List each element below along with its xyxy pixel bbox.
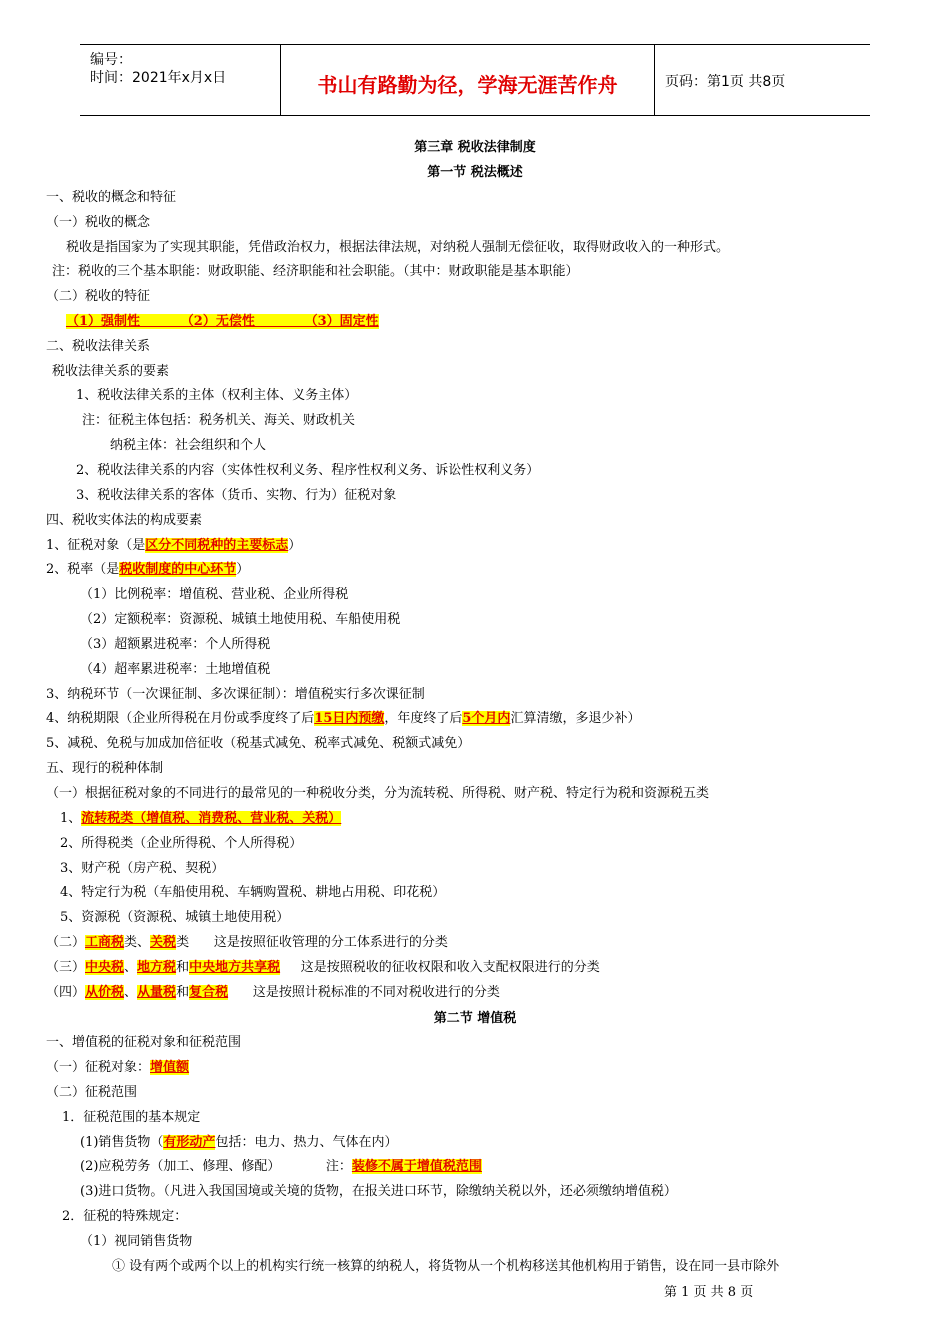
- highlight-text: 15日内预缴: [314, 711, 385, 726]
- subheading: [46, 1059, 189, 1077]
- list-item: 4、特定行为税（车船使用税、车辆购置税、耕地占用税、印花税）: [60, 885, 446, 900]
- list-item: （1）比例税率：增值税、营业税、企业所得税: [80, 587, 349, 602]
- text-span: (2)应税劳务（加工、修理、修配） 注：: [80, 1159, 352, 1174]
- text-span: 类 这是按照征收管理的分工体系进行的分类: [176, 935, 448, 950]
- subheading: （二）税收的特征: [46, 289, 151, 304]
- list-item: （4）超率累进税率：土地增值税: [80, 662, 271, 677]
- document-header: [80, 44, 870, 116]
- doc-number-label: 编号：: [90, 52, 132, 68]
- text-span: （四）: [46, 985, 86, 1000]
- text-span: 和: [176, 960, 190, 975]
- list-item: [60, 810, 341, 828]
- highlight-text: 有形动产: [163, 1135, 216, 1150]
- highlight-text: 地方税: [137, 960, 177, 975]
- subheading: （一）税收的概念: [46, 215, 151, 230]
- list-item: 3、税收法律关系的客体（货币、实物、行为）征税对象: [76, 488, 397, 503]
- list-item: [80, 1134, 397, 1152]
- highlight-text: 5个月内: [462, 711, 511, 726]
- list-item: [46, 934, 448, 952]
- text-span: 1、: [60, 811, 82, 826]
- text-span: 4、纳税期限（企业所得税在月份或季度终了后: [46, 711, 315, 726]
- heading: 五、现行的税种体制: [46, 761, 164, 776]
- list-item: 3、纳税环节（一次课征制、多次课征制）：增值税实行多次课征制: [46, 687, 425, 702]
- list-item: 3、财产税（房产税、契税）: [60, 861, 225, 876]
- heading: 一、增值税的征税对象和征税范围: [46, 1035, 242, 1050]
- text-span: 、: [124, 960, 138, 975]
- heading: 四、税收实体法的构成要素: [46, 513, 203, 528]
- doc-date-label: 时间：2021年x月x日: [90, 70, 227, 86]
- list-item: （3）超额累进税率：个人所得税: [80, 637, 271, 652]
- section-title-1: 第一节 税法概述: [427, 165, 523, 180]
- list-item: [46, 959, 600, 977]
- section-title-2: 第二节 增值税: [433, 1011, 517, 1026]
- highlight-text: 从价税: [85, 985, 125, 1000]
- header-page-cell: [655, 45, 870, 115]
- highlight-text: 中央地方共享税: [189, 960, 281, 975]
- text-span: ，年度终了后: [384, 711, 463, 726]
- text-span: ）: [288, 538, 302, 553]
- highlight-text: 复合税: [189, 985, 229, 1000]
- list-item: 2．征税的特殊规定：: [62, 1209, 188, 1224]
- highlight-text: 中央税: [85, 960, 125, 975]
- list-item: [46, 710, 640, 728]
- text-span: 包括：电力、热力、气体在内）: [215, 1135, 398, 1150]
- note: 纳税主体：社会组织和个人: [110, 438, 267, 453]
- header-meta-cell: [80, 45, 281, 115]
- highlight-text: 关税: [150, 935, 177, 950]
- text-span: 类、: [124, 935, 151, 950]
- highlight-text: 流转税类（增值税、消费税、营业税、关税）: [81, 811, 342, 826]
- heading: 二、税收法律关系: [46, 339, 151, 354]
- list-item: [46, 537, 301, 555]
- heading: 一、税收的概念和特征: [46, 190, 177, 205]
- text-span: 、: [124, 985, 138, 1000]
- list-item: [46, 984, 500, 1002]
- list-item: ① 设有两个或两个以上的机构实行统一核算的纳税人，将货物从一个机构移送其他机构用于销售，设在同一县市除外: [112, 1259, 780, 1274]
- subheading: （二）征税范围: [46, 1085, 138, 1100]
- text-span: (1)销售货物（: [80, 1135, 164, 1150]
- highlight-text: 工商税: [85, 935, 125, 950]
- list-item: 1、税收法律关系的主体（权利主体、义务主体）: [76, 388, 358, 403]
- list-item: (3)进口货物。（凡进入我国国境或关境的货物，在报关进口环节，除缴纳关税以外，还必须缴纳增值税）: [80, 1184, 677, 1199]
- highlight-text: 增值额: [150, 1060, 190, 1075]
- list-item: 5、减税、免税与加成加倍征收（税基式减免、税率式减免、税额式减免）: [46, 736, 471, 751]
- list-item: [46, 561, 249, 579]
- text-span: 2、税率（是: [46, 562, 120, 577]
- text-span: 1、征税对象（是: [46, 538, 146, 553]
- text-span: （二）: [46, 935, 86, 950]
- highlight-text: 区分不同税种的主要标志: [145, 538, 289, 553]
- text-span: ）: [236, 562, 250, 577]
- highlight-line: [66, 313, 379, 331]
- highlight-text: 装修不属于增值税范围: [351, 1159, 482, 1174]
- list-item: 5、资源税（资源税、城镇土地使用税）: [60, 910, 290, 925]
- text-span: 这是按照税收的征收权限和收入支配权限进行的分类: [280, 960, 600, 975]
- paragraph: （一）根据征税对象的不同进行的最常见的一种税收分类，分为流转税、所得税、财产税、特定行为税和资源税五类: [46, 786, 710, 801]
- note: 注：税收的三个基本职能：财政职能、经济职能和社会职能。（其中：财政职能是基本职能）: [52, 264, 579, 279]
- list-item: （1）视同销售货物: [80, 1234, 193, 1249]
- text-span: （一）征税对象：: [46, 1060, 151, 1075]
- list-item: 2、所得税类（企业所得税、个人所得税）: [60, 836, 303, 851]
- footer-page-number: 第 1 页 共 8 页: [664, 1285, 754, 1300]
- text-span: 和: [176, 985, 190, 1000]
- list-item: 2、税收法律关系的内容（实体性权利义务、程序性权利义务、诉讼性权利义务）: [76, 463, 540, 478]
- list-item: [80, 1158, 482, 1176]
- highlight-text: （1）强制性 （2）无偿性 （3）固定性: [66, 314, 379, 329]
- text-span: 汇算清缴，多退少补）: [510, 711, 641, 726]
- text-span: （三）: [46, 960, 86, 975]
- paragraph: 税收是指国家为了实现其职能，凭借政治权力，根据法律法规，对纳税人强制无偿征收，取得财政收入的一种形式。: [66, 240, 730, 255]
- header-page-number: 页码：第1页 共8页: [665, 74, 786, 90]
- text-span: 这是按照计税标准的不同对税收进行的分类: [228, 985, 500, 1000]
- motto-text: 书山有路勤为径，学海无涯苦作舟: [317, 73, 618, 97]
- paragraph: 税收法律关系的要素: [52, 364, 170, 379]
- header-motto-cell: [281, 45, 655, 115]
- note: 注：征税主体包括：税务机关、海关、财政机关: [82, 413, 356, 428]
- list-item: 1．征税范围的基本规定: [62, 1110, 201, 1125]
- highlight-text: 税收制度的中心环节: [119, 562, 237, 577]
- chapter-title: 第三章 税收法律制度: [414, 140, 536, 155]
- list-item: （2）定额税率：资源税、城镇土地使用税、车船使用税: [80, 612, 401, 627]
- highlight-text: 从量税: [137, 985, 177, 1000]
